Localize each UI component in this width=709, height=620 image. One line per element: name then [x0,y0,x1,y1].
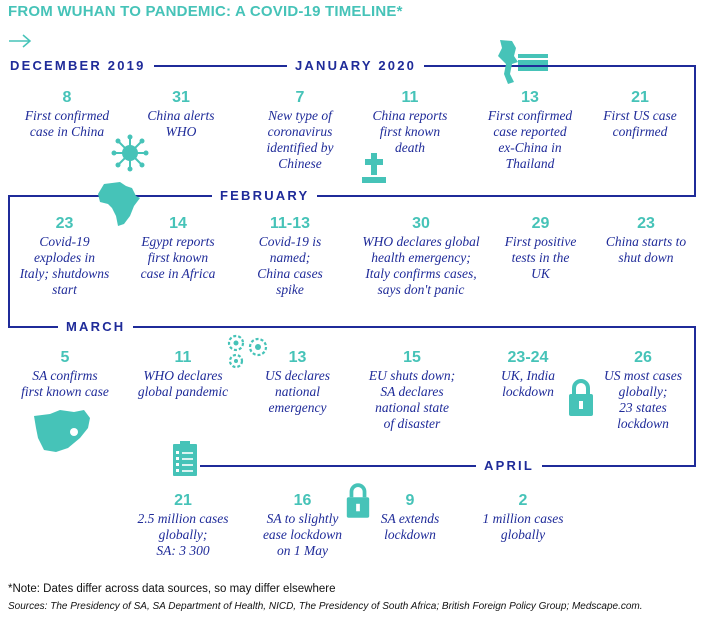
timeline-event: 13 US declares national emergency [264,349,331,415]
timeline-event: 30 WHO declares global health emergency; Italy confirms cases, says don't panic [362,215,480,297]
timeline-event: 31 China alerts WHO [147,89,215,139]
arrow-right-icon [8,34,32,48]
timeline-event: 8 First confirmed case in China [24,89,110,139]
timeline-event: 11 WHO declares global pandemic [137,349,229,399]
timeline-event: 5 SA confirms first known case [21,349,109,399]
south-africa-map-icon [30,408,94,456]
timeline-event: 23-24 UK, India lockdown [501,349,555,399]
timeline-event: 23 Covid-19 explodes in Italy; shutdowns start [19,215,110,297]
timeline-event: 9 SA extends lockdown [380,492,440,542]
timeline-line [8,195,10,327]
timeline-event: 16 SA to slightly ease lockdown on 1 May [262,492,343,558]
footnote: *Note: Dates differ across data sources, so may differ elsewhere [8,583,336,595]
timeline-event: 29 First positive tests in the UK [504,215,577,281]
month-label-january: JANUARY 2020 [287,58,424,74]
timeline-event: 11 China reports first known death [372,89,448,155]
timeline-event: 2 1 million cases globally [482,492,564,542]
clipboard-checklist-icon [172,441,198,477]
page-title: FROM WUHAN TO PANDEMIC: A COVID-19 TIMELINE* [8,3,403,20]
padlock-icon [344,482,372,520]
timeline-event: 11-13 Covid-19 is named; China cases spike [257,215,323,297]
timeline-event: 7 New type of coronavirus identified by Chinese [266,89,334,171]
africa-map-icon [96,180,142,228]
timeline-line [200,465,696,467]
month-label-february: FEBRUARY [212,188,317,204]
sources-line: Sources: The Presidency of SA, SA Department of Health, NICD, The Presidency of South Africa; British Foreign Policy Group; Medscape.com. [8,601,643,612]
month-label-april: APRIL [476,458,542,474]
timeline-event: 15 EU shuts down; SA declares national state of disaster [368,349,456,431]
timeline-event: 26 US most cases globally; 23 states lockdown [604,349,682,431]
padlock-icon [566,378,596,418]
timeline-event: 23 China starts to shut down [605,215,687,265]
thailand-flag-icon [494,38,550,86]
timeline-event: 21 2.5 million cases globally; SA: 3 300 [137,492,229,558]
virus-icon [108,133,152,173]
timeline-event: 21 First US case confirmed [603,89,677,139]
grave-cross-icon [360,151,388,185]
month-label-december: DECEMBER 2019 [2,58,154,74]
month-label-march: MARCH [58,319,133,335]
gears-icon [222,333,272,369]
timeline-event: 13 First confirmed case reported ex-China in Thailand [487,89,573,171]
timeline-event: 14 Egypt reports first known case in Africa [140,215,216,281]
